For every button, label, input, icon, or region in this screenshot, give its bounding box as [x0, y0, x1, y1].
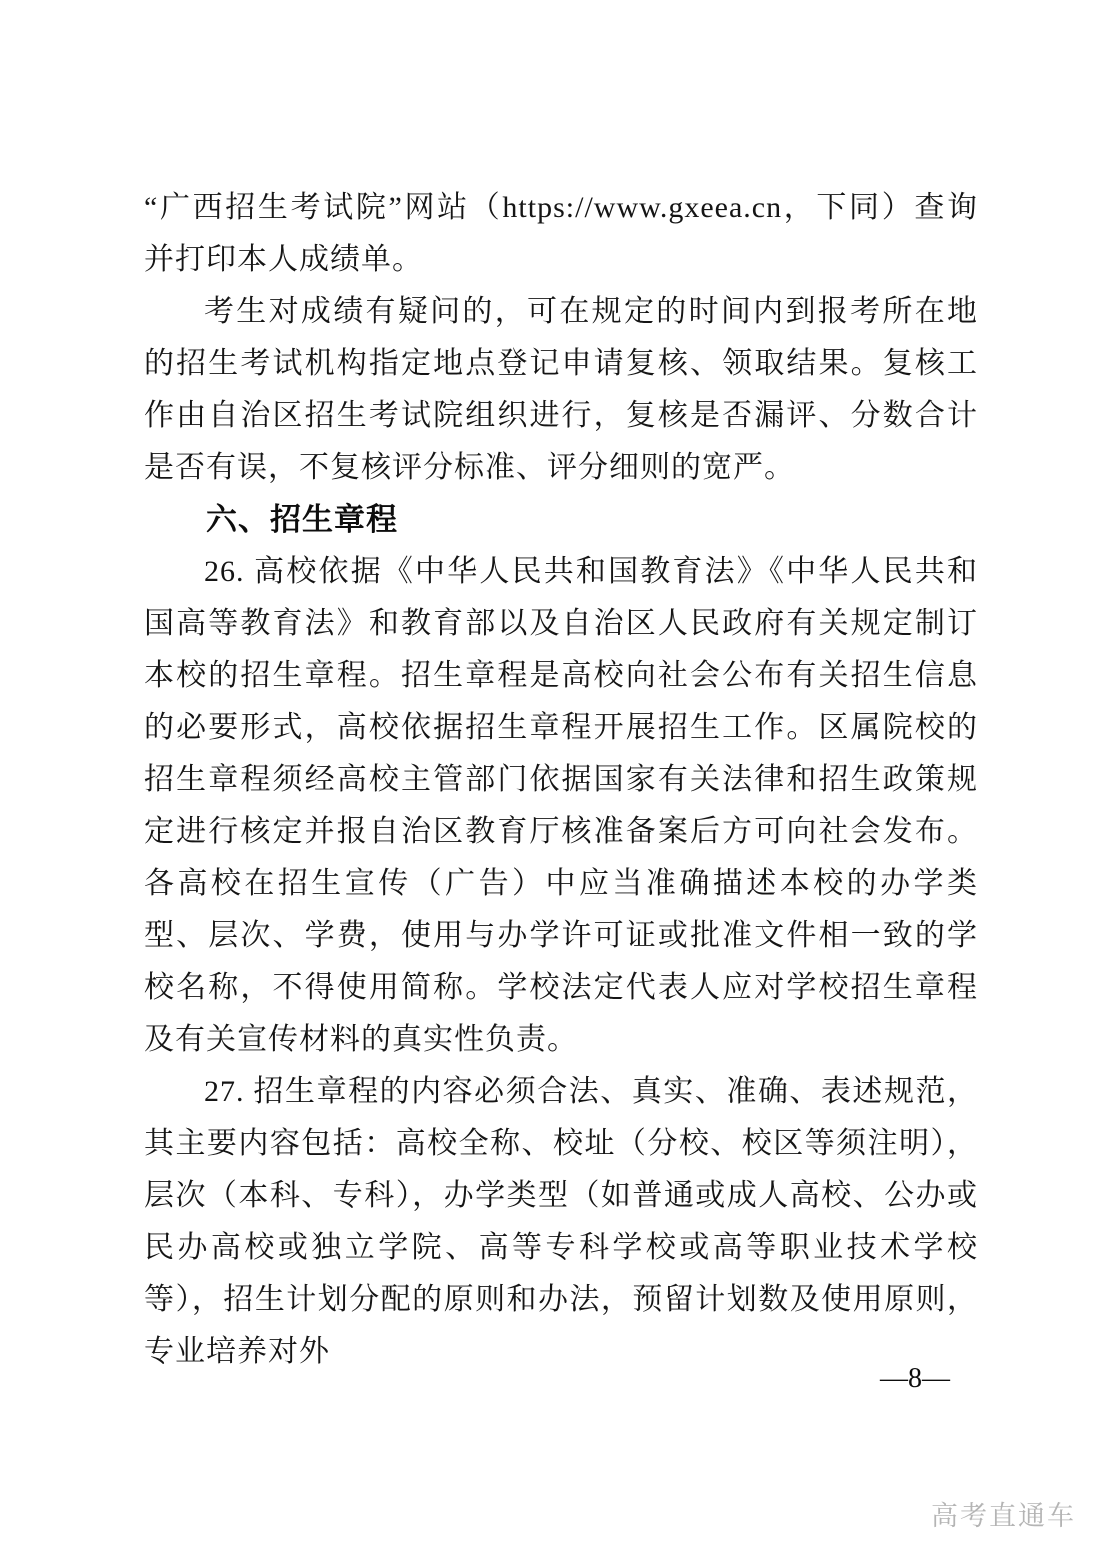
paragraph-item-27: 27. 招生章程的内容必须合法、真实、准确、表述规范，其主要内容包括：高校全称、校址（分校、校区等须注明），层次（本科、专科），办学类型（如普通或成人高校、公办或民办高校或独立学院、高等专科学校或高等职业技术学校等），招生计划分配的原则和办法，预留计划数及使用原则，专业培养对外	[144, 1075, 978, 1368]
paragraph-score-review: 考生对成绩有疑问的，可在规定的时间内到报考所在地的招生考试机构指定地点登记申请复核、领取结果。复核工作由自治区招生考试院组织进行，复核是否漏评、分数合计是否有误，不复核评分标准、评分细则的宽严。	[144, 295, 978, 484]
page-number: —8—	[880, 1363, 950, 1394]
section-heading-enrollment-charter: 六、招生章程	[206, 502, 398, 537]
paragraph-intro-continuation: “广西招生考试院”网站（https://www.gxeea.cn，下同）查询并打印本人成绩单。	[144, 191, 978, 276]
watermark-gaokao-zhitongche: 高考直通车	[931, 1501, 1076, 1531]
document-body	[144, 182, 978, 1378]
paragraph-item-26: 26. 高校依据《中华人民共和国教育法》《中华人民共和国高等教育法》和教育部以及自治区人民政府有关规定制订本校的招生章程。招生章程是高校向社会公布有关招生信息的必要形式，高校依据招生章程开展招生工作。区属院校的招生章程须经高校主管部门依据国家有关法律和招生政策规定进行核定并报自治区教育厅核准备案后方可向社会发布。各高校在招生宣传（广告）中应当准确描述本校的办学类型、层次、学费，使用与办学许可证或批准文件相一致的学校名称，不得使用简称。学校法定代表人应对学校招生章程及有关宣传材料的真实性负责。	[144, 555, 978, 1056]
